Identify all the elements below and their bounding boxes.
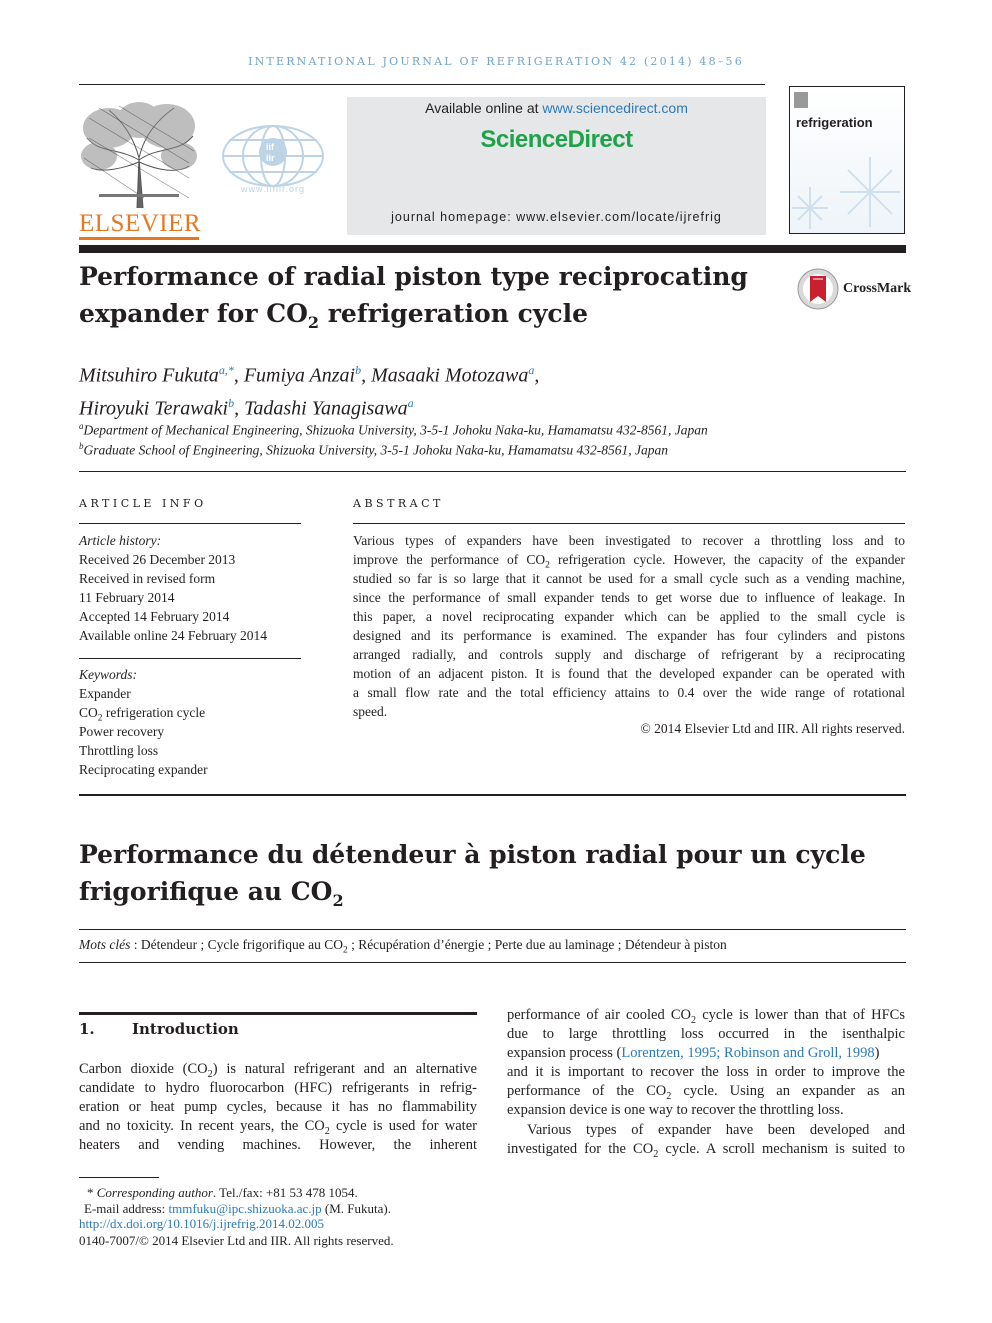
cover-snowflake-icon — [790, 137, 904, 233]
elsevier-wordmark: ELSEVIER — [79, 210, 202, 237]
intro-rule — [79, 1012, 477, 1015]
abstract-line: improve the performance of $CO_2$ refrigeration cycle. However, the capacity of the expander — [353, 552, 906, 571]
abstract-line: arranged radially, and controls supply and discharge of refrigerant by a reciprocating — [353, 647, 905, 662]
abstract-line: studied so far is so large that it cannot be used for a small cycle such as a vending machine, — [353, 571, 905, 586]
text-line-with-citation: expansion process (Lorentzen, 1995; Robinson and Groll, 1998) — [507, 1045, 880, 1062]
history-item: Available online 24 February 2014 — [79, 628, 267, 643]
text-line: and it is important to recover the loss in order to improve the — [507, 1064, 905, 1081]
abstract-line: Various types of expanders have been investigated to recover a throttling loss and to — [353, 533, 905, 548]
text-line: candidate to hydro fluorocarbon (HFC) refrigerants in refrig- — [79, 1080, 477, 1097]
mots-cles-label: Mots clés — [79, 937, 131, 952]
journal-cover — [789, 86, 905, 234]
email-note: E-mail address: tmmfuku@ipc.shizuoka.ac.jp (M. Fukuta). — [84, 1201, 391, 1216]
keyword: Throttling loss — [79, 743, 159, 758]
article-history — [79, 531, 301, 645]
abstract-body — [353, 531, 905, 721]
article-info-heading: ARTICLE INFO — [79, 497, 207, 510]
french-title — [79, 836, 899, 919]
keywords-rule — [79, 658, 301, 659]
article-title — [79, 258, 759, 341]
keyword: $CO_2$ refrigeration cycle — [79, 705, 206, 724]
intro-right-column — [507, 1006, 905, 1159]
author-name[interactable]: Fumiya Anzai — [243, 364, 356, 387]
history-item: Accepted 14 February 2014 — [79, 609, 230, 624]
french-title-line-1: Performance du détendeur à piston radial pour un cycle — [79, 840, 866, 869]
text-line: due to large throttling loss occurred in the isenthalpic — [507, 1026, 905, 1043]
author-line-1: Mitsuhiro Fukuta$^{a,*}$, Fumiya Anzai$^b$, Masaaki Motozawa$^a$, — [79, 363, 540, 387]
footnote-rule — [79, 1177, 159, 1178]
author-affiliation-sup[interactable]: a — [528, 363, 535, 377]
mots-cles-list: Détendeur ; Cycle frigorifique au $CO_2$ ; Récupération d’énergie ; Perte due au laminage ; Détendeur à piston — [140, 937, 727, 956]
doi-note — [79, 1216, 499, 1232]
affiliation-a: $^a$Department of Mechanical Engineering, Shizuoka University, 3-5-1 Johoku Naka-ku, Hamamatsu 432-8561, Japan — [79, 421, 708, 438]
cover-title: refrigeration — [796, 115, 873, 130]
sciencedirect-logo: ScienceDirect — [480, 126, 633, 153]
text-line: Carbon dioxide $(CO_2)$ is natural refrigerant and an alternative — [79, 1061, 477, 1080]
elsevier-underline — [79, 237, 199, 240]
author-list — [79, 357, 879, 422]
title-line-1: Performance of radial piston type reciprocating — [79, 262, 748, 291]
text-line: performance of the $CO_2$ cycle. Using an expander as an — [507, 1083, 905, 1103]
text-line: Various types of expander have been developed and — [527, 1121, 905, 1138]
abstract-line: since the performance of small expander tends to get worse due to influence of leakage. In — [353, 590, 905, 605]
citation-link[interactable]: Lorentzen, 1995; Robinson and Groll, 1998 — [621, 1045, 875, 1062]
mots-cles-bottom-rule — [79, 962, 906, 963]
author-affiliation-sup[interactable]: a — [407, 395, 414, 410]
author-line-2: Hiroyuki Terawaki$^b$, Tadashi Yanagisawa$^a$ — [79, 395, 414, 420]
author-affiliation-sup[interactable]: a,* — [218, 363, 234, 377]
corresponding-author-note: * Corresponding author. Tel./fax: +81 53 478 1054. — [87, 1185, 358, 1200]
abstract-end-rule — [79, 794, 906, 796]
section-heading-introduction — [79, 1020, 239, 1038]
header-rule — [79, 84, 765, 85]
affiliation-rule — [79, 471, 906, 472]
french-title-line-2: frigorifique au $CO_2$ — [79, 877, 344, 910]
text-line: expansion device is one way to recover the throttling loss. — [507, 1102, 844, 1119]
intro-left-column — [79, 1060, 477, 1155]
author-affiliation-sup[interactable]: b — [228, 395, 235, 410]
history-label: Article history: — [79, 533, 162, 548]
abstract-line: motion of an adjacent piston. It is found that the developed expander can be operated with — [353, 666, 905, 681]
affiliation-b: $^b$Graduate School of Engineering, Shizuoka University, 3-5-1 Johoku Naka-ku, Hamamatsu 432-8561, Japan — [79, 441, 669, 458]
svg-text:iir: iir — [266, 153, 275, 163]
sciencedirect-link[interactable]: www.sciencedirect.com — [542, 100, 688, 116]
elsevier-tree-logo — [79, 98, 199, 210]
abstract-line: speed. — [353, 704, 388, 719]
email-link[interactable]: tmmfuku@ipc.shizuoka.ac.jp — [168, 1201, 322, 1216]
journal-running-header: INTERNATIONAL JOURNAL OF REFRIGERATION 42 (2014) 48–56 — [248, 55, 744, 68]
keywords-label: Keywords: — [79, 667, 137, 682]
available-online — [347, 100, 766, 116]
history-item: 11 February 2014 — [79, 590, 175, 605]
keyword: Expander — [79, 686, 131, 701]
text-line: heaters and vending machines. However, the inherent — [79, 1137, 477, 1154]
title-line-2: expander for $CO_2$ refrigeration cycle — [79, 299, 588, 332]
author-name[interactable]: Tadashi Yanagisawa — [244, 397, 408, 420]
text-line: investigated for the $CO_2$ cycle. A scroll mechanism is suited to — [507, 1140, 906, 1160]
iifiir-url: www.iifiir.org — [240, 184, 305, 194]
text-line: and no toxicity. In recent years, the $CO_2$ cycle is used for water — [79, 1118, 477, 1138]
crossmark-label[interactable]: CrossMark — [843, 281, 912, 296]
cover-tree-icon — [794, 92, 808, 108]
abstract-line: this paper, a novel reciprocating expander which can be applied to the small cycle is — [353, 609, 905, 624]
issn-note: 0140-7007/© 2014 Elsevier Ltd and IIR. All rights reserved. — [79, 1233, 394, 1248]
history-item: Received in revised form — [79, 571, 216, 586]
history-item: Received 26 December 2013 — [79, 552, 236, 567]
author-name[interactable]: Masaaki Motozawa — [371, 364, 529, 387]
journal-homepage[interactable]: journal homepage: www.elsevier.com/locate/ijrefrig — [391, 210, 722, 224]
abstract-rule — [353, 523, 905, 524]
keyword: Power recovery — [79, 724, 165, 739]
author-name[interactable]: Hiroyuki Terawaki — [79, 397, 229, 420]
section-number: 1. — [79, 1020, 95, 1038]
article-info-rule — [79, 523, 301, 524]
masthead-thick-rule — [79, 245, 906, 253]
doi-link[interactable]: http://dx.doi.org/10.1016/j.ijrefrig.2014.02.005 — [79, 1216, 324, 1231]
text-line: performance of air cooled $CO_2$ cycle is lower than that of HFCs — [507, 1007, 905, 1026]
author-name[interactable]: Mitsuhiro Fukuta — [79, 364, 219, 387]
abstract-copyright: © 2014 Elsevier Ltd and IIR. All rights reserved. — [640, 721, 905, 736]
section-title: Introduction — [132, 1020, 239, 1038]
text-line: eration or heat pump cycles, because it has no flammability — [79, 1099, 477, 1116]
abstract-line: designed and its performance is examined. The expander has four cylinders and pistons — [353, 628, 905, 643]
keyword: Reciprocating expander — [79, 762, 208, 777]
available-prefix: Available online at — [425, 100, 543, 116]
mots-cles: Mots clés : Détendeur ; Cycle frigorifique au $CO_2$ ; Récupération d’énergie ; Perte due au laminage ; Détendeur à piston — [79, 937, 727, 956]
keywords — [79, 665, 301, 779]
abstract-line: a small flow rate and the total efficiency attains to 0.4 over the wide range of rotational — [353, 685, 905, 700]
svg-text:iif: iif — [266, 142, 274, 152]
abstract-heading: ABSTRACT — [353, 497, 444, 510]
crossmark-icon[interactable] — [797, 268, 839, 310]
mots-cles-top-rule — [79, 929, 906, 930]
author-affiliation-sup[interactable]: b — [355, 363, 362, 377]
